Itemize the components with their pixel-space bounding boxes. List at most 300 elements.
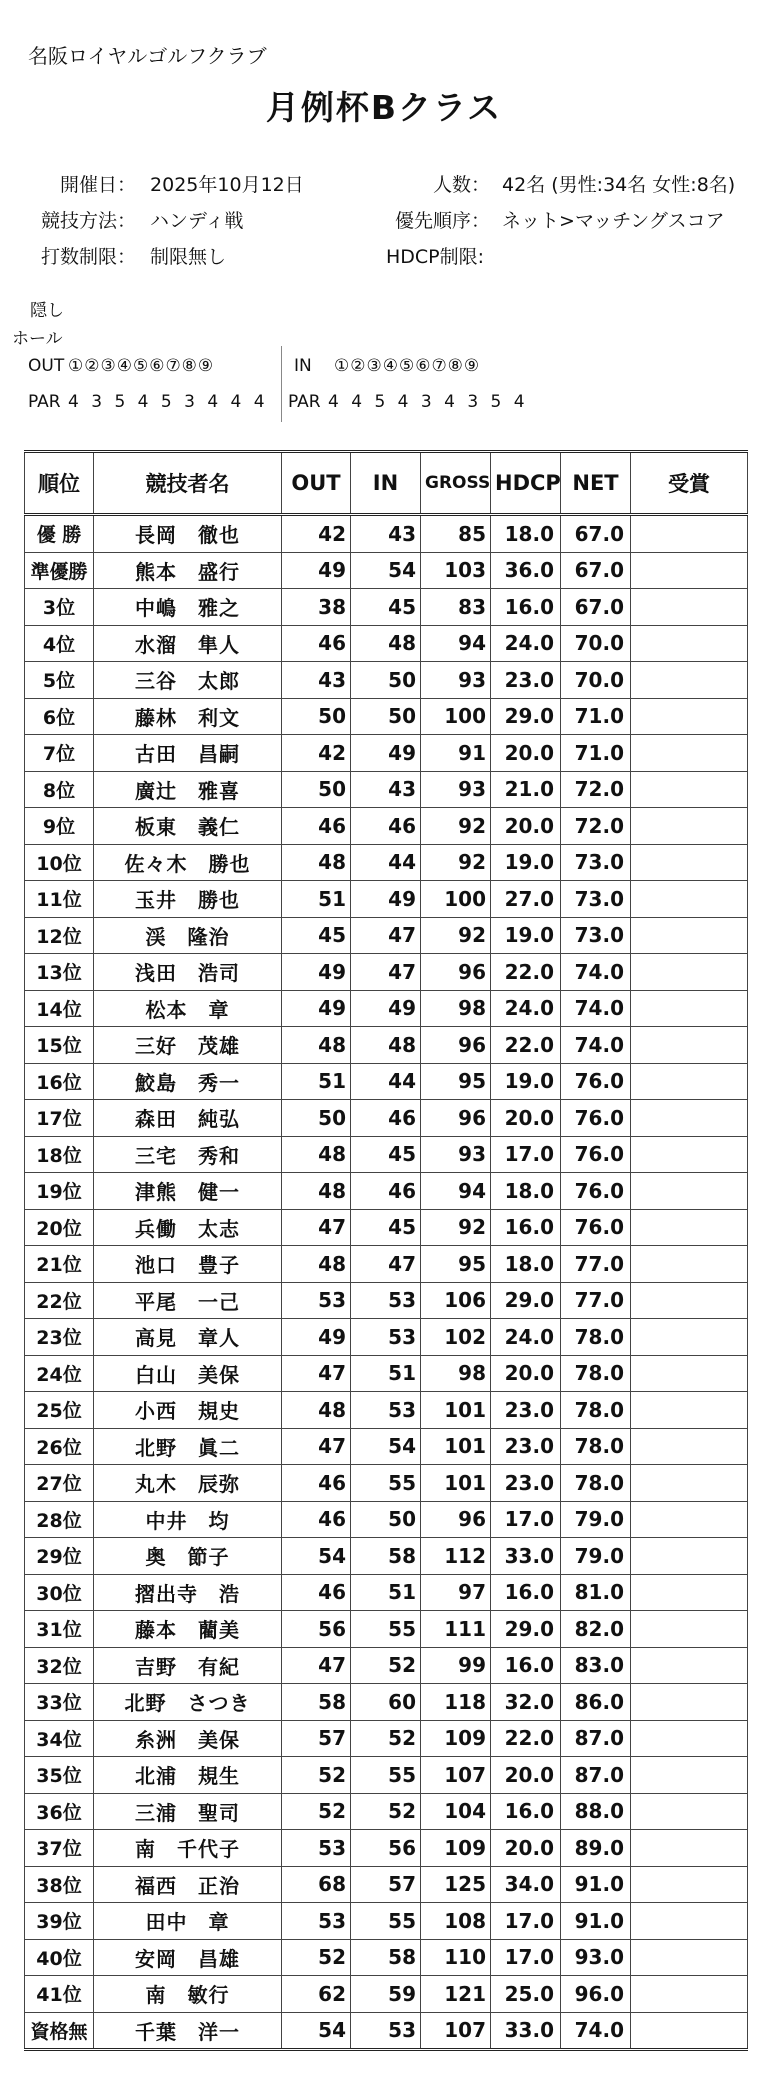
in-cell: 53	[351, 2012, 421, 2050]
header-out: OUT	[282, 452, 351, 515]
hdcp-cell: 16.0	[491, 1574, 561, 1611]
rank-cell: 13位	[25, 954, 94, 991]
gross-cell: 121	[421, 1976, 491, 2013]
hdcp-cell: 21.0	[491, 771, 561, 808]
out-cell: 49	[282, 954, 351, 991]
rank-cell: 14位	[25, 990, 94, 1027]
player-name-cell: 高見 章人	[94, 1319, 282, 1356]
hdcp-cell: 20.0	[491, 1100, 561, 1137]
award-cell	[631, 625, 748, 662]
info-date	[28, 170, 304, 197]
in-cell: 55	[351, 1465, 421, 1502]
player-name-cell: 三宅 秀和	[94, 1136, 282, 1173]
net-cell: 73.0	[561, 844, 631, 881]
in-cell: 56	[351, 1830, 421, 1867]
table-row	[25, 917, 748, 954]
gross-cell: 97	[421, 1574, 491, 1611]
table-row	[25, 1100, 748, 1137]
net-cell: 74.0	[561, 954, 631, 991]
out-cell: 42	[282, 515, 351, 553]
gross-cell: 98	[421, 990, 491, 1027]
player-name-cell: 中井 均	[94, 1501, 282, 1538]
rank-cell: 8位	[25, 771, 94, 808]
hdcp-cell: 33.0	[491, 2012, 561, 2050]
gross-cell: 109	[421, 1830, 491, 1867]
net-cell: 67.0	[561, 589, 631, 626]
net-cell: 72.0	[561, 771, 631, 808]
table-row	[25, 2012, 748, 2050]
gross-cell: 85	[421, 515, 491, 553]
player-name-cell: 長岡 徹也	[94, 515, 282, 553]
in-label: IN	[294, 356, 312, 376]
date-label: 開催日：	[59, 174, 136, 196]
award-cell	[631, 1976, 748, 2013]
net-cell: 79.0	[561, 1501, 631, 1538]
award-cell	[631, 1574, 748, 1611]
table-row	[25, 515, 748, 553]
player-name-cell: 水溜 隼人	[94, 625, 282, 662]
gross-cell: 112	[421, 1538, 491, 1575]
award-cell	[631, 1027, 748, 1064]
in-cell: 59	[351, 1976, 421, 2013]
player-name-cell: 平尾 一己	[94, 1282, 282, 1319]
out-cell: 46	[282, 808, 351, 845]
rank-cell: 18位	[25, 1136, 94, 1173]
award-cell	[631, 1866, 748, 1903]
award-cell	[631, 1903, 748, 1940]
rank-cell: 31位	[25, 1611, 94, 1648]
gross-cell: 93	[421, 771, 491, 808]
in-cell: 44	[351, 1063, 421, 1100]
out-cell: 45	[282, 917, 351, 954]
award-cell	[631, 662, 748, 699]
table-row	[25, 1282, 748, 1319]
rank-cell: 優 勝	[25, 515, 94, 553]
out-cell: 49	[282, 1319, 351, 1356]
award-cell	[631, 1830, 748, 1867]
hdcp-cell: 16.0	[491, 589, 561, 626]
net-cell: 72.0	[561, 808, 631, 845]
award-cell	[631, 771, 748, 808]
out-par: 4 3 5 4 5 3 4 4 4	[68, 392, 265, 412]
hdcp-cell: 19.0	[491, 1063, 561, 1100]
gross-cell: 92	[421, 808, 491, 845]
in-cell: 50	[351, 662, 421, 699]
rank-cell: 15位	[25, 1027, 94, 1064]
hdcp-cell: 17.0	[491, 1903, 561, 1940]
in-cell: 48	[351, 1027, 421, 1064]
page-title: 月例杯Bクラス	[265, 88, 503, 127]
in-cell: 46	[351, 1100, 421, 1137]
in-par-label: PAR	[288, 392, 321, 412]
player-name-cell: 千葉 洋一	[94, 2012, 282, 2050]
gross-cell: 96	[421, 1027, 491, 1064]
out-cell: 46	[282, 1465, 351, 1502]
award-cell	[631, 1100, 748, 1137]
net-cell: 96.0	[561, 1976, 631, 2013]
player-name-cell: 吉野 有紀	[94, 1647, 282, 1684]
award-cell	[631, 1392, 748, 1429]
hdcp-cell: 24.0	[491, 1319, 561, 1356]
header-hdcp: HDCP	[491, 452, 561, 515]
in-cell: 49	[351, 735, 421, 772]
header-rank: 順位	[25, 452, 94, 515]
player-name-cell: 三谷 太郎	[94, 662, 282, 699]
net-cell: 88.0	[561, 1793, 631, 1830]
out-cell: 47	[282, 1355, 351, 1392]
priority-label: 優先順序：	[394, 210, 490, 232]
hdcp-cell: 18.0	[491, 1246, 561, 1283]
net-cell: 91.0	[561, 1903, 631, 1940]
in-cell: 46	[351, 1173, 421, 1210]
award-cell	[631, 1428, 748, 1465]
net-cell: 74.0	[561, 2012, 631, 2050]
hdcp-cell: 23.0	[491, 662, 561, 699]
player-name-cell: 池口 豊子	[94, 1246, 282, 1283]
in-cell: 60	[351, 1684, 421, 1721]
in-cell: 50	[351, 698, 421, 735]
out-cell: 68	[282, 1866, 351, 1903]
in-cell: 43	[351, 771, 421, 808]
rank-cell: 37位	[25, 1830, 94, 1867]
award-cell	[631, 735, 748, 772]
hdcp-cell: 19.0	[491, 844, 561, 881]
hdcp-limit-label: HDCP制限:	[386, 246, 485, 268]
net-cell: 67.0	[561, 552, 631, 589]
table-row	[25, 1501, 748, 1538]
hdcp-cell: 20.0	[491, 1830, 561, 1867]
table-row	[25, 1647, 748, 1684]
net-cell: 73.0	[561, 881, 631, 918]
net-cell: 87.0	[561, 1720, 631, 1757]
table-row	[25, 1939, 748, 1976]
table-row	[25, 1136, 748, 1173]
rank-cell: 35位	[25, 1757, 94, 1794]
gross-cell: 92	[421, 844, 491, 881]
table-row	[25, 698, 748, 735]
rank-cell: 準優勝	[25, 552, 94, 589]
player-name-cell: 北野 さつき	[94, 1684, 282, 1721]
in-cell: 48	[351, 625, 421, 662]
gross-cell: 103	[421, 552, 491, 589]
award-cell	[631, 552, 748, 589]
in-cell: 55	[351, 1757, 421, 1794]
out-cell: 52	[282, 1939, 351, 1976]
net-cell: 82.0	[561, 1611, 631, 1648]
hdcp-cell: 22.0	[491, 954, 561, 991]
out-cell: 48	[282, 844, 351, 881]
limit-label: 打数制限：	[40, 246, 136, 268]
player-name-cell: 渓 隆治	[94, 917, 282, 954]
gross-cell: 107	[421, 1757, 491, 1794]
gross-cell: 98	[421, 1355, 491, 1392]
award-cell	[631, 808, 748, 845]
table-row	[25, 1574, 748, 1611]
net-cell: 76.0	[561, 1063, 631, 1100]
in-cell: 50	[351, 1501, 421, 1538]
net-cell: 93.0	[561, 1939, 631, 1976]
award-cell	[631, 844, 748, 881]
rank-cell: 11位	[25, 881, 94, 918]
out-holes-row	[28, 356, 214, 376]
table-row	[25, 1793, 748, 1830]
rank-cell: 30位	[25, 1574, 94, 1611]
out-cell: 48	[282, 1392, 351, 1429]
gross-cell: 91	[421, 735, 491, 772]
out-cell: 50	[282, 771, 351, 808]
rank-cell: 12位	[25, 917, 94, 954]
player-name-cell: 古田 昌嗣	[94, 735, 282, 772]
out-cell: 42	[282, 735, 351, 772]
table-row	[25, 1428, 748, 1465]
table-row	[25, 1611, 748, 1648]
method-label: 競技方法：	[40, 210, 136, 232]
out-cell: 46	[282, 1501, 351, 1538]
gross-cell: 108	[421, 1903, 491, 1940]
gross-cell: 100	[421, 698, 491, 735]
hdcp-cell: 19.0	[491, 917, 561, 954]
net-cell: 79.0	[561, 1538, 631, 1575]
rank-cell: 6位	[25, 698, 94, 735]
header-net: NET	[561, 452, 631, 515]
table-row	[25, 1027, 748, 1064]
net-cell: 74.0	[561, 1027, 631, 1064]
net-cell: 76.0	[561, 1100, 631, 1137]
gross-cell: 104	[421, 1793, 491, 1830]
award-cell	[631, 1720, 748, 1757]
gross-cell: 96	[421, 1100, 491, 1137]
club-name: 名阪ロイヤルゴルフクラブ	[28, 44, 267, 68]
rank-cell: 7位	[25, 735, 94, 772]
gross-cell: 101	[421, 1465, 491, 1502]
hdcp-cell: 22.0	[491, 1720, 561, 1757]
in-cell: 46	[351, 808, 421, 845]
player-name-cell: 玉井 勝也	[94, 881, 282, 918]
table-row	[25, 1903, 748, 1940]
rank-cell: 19位	[25, 1173, 94, 1210]
net-cell: 77.0	[561, 1246, 631, 1283]
date-value: 2025年10月12日	[150, 174, 304, 196]
in-cell: 54	[351, 1428, 421, 1465]
gross-cell: 109	[421, 1720, 491, 1757]
rank-cell: 20位	[25, 1209, 94, 1246]
gross-cell: 96	[421, 954, 491, 991]
rank-cell: 40位	[25, 1939, 94, 1976]
award-cell	[631, 1538, 748, 1575]
table-row	[25, 1976, 748, 2013]
hdcp-cell: 23.0	[491, 1428, 561, 1465]
player-name-cell: 糸洲 美保	[94, 1720, 282, 1757]
results-body	[25, 515, 748, 2050]
rank-cell: 3位	[25, 589, 94, 626]
out-cell: 46	[282, 1574, 351, 1611]
out-cell: 47	[282, 1428, 351, 1465]
player-name-cell: 南 千代子	[94, 1830, 282, 1867]
award-cell	[631, 1611, 748, 1648]
net-cell: 77.0	[561, 1282, 631, 1319]
in-cell: 58	[351, 1538, 421, 1575]
header-in: IN	[351, 452, 421, 515]
hdcp-cell: 17.0	[491, 1136, 561, 1173]
out-cell: 57	[282, 1720, 351, 1757]
table-row	[25, 844, 748, 881]
table-row	[25, 881, 748, 918]
table-row	[25, 954, 748, 991]
out-label: OUT	[28, 356, 65, 376]
in-cell: 52	[351, 1647, 421, 1684]
net-cell: 73.0	[561, 917, 631, 954]
award-cell	[631, 2012, 748, 2050]
out-cell: 48	[282, 1027, 351, 1064]
net-cell: 70.0	[561, 662, 631, 699]
out-cell: 46	[282, 625, 351, 662]
player-name-cell: 北浦 規生	[94, 1757, 282, 1794]
table-row	[25, 1392, 748, 1429]
net-cell: 71.0	[561, 698, 631, 735]
out-cell: 49	[282, 552, 351, 589]
hdcp-cell: 27.0	[491, 881, 561, 918]
hdcp-cell: 20.0	[491, 1355, 561, 1392]
hdcp-cell: 16.0	[491, 1209, 561, 1246]
net-cell: 71.0	[561, 735, 631, 772]
hdcp-cell: 36.0	[491, 552, 561, 589]
info-priority	[378, 206, 725, 233]
award-cell	[631, 1647, 748, 1684]
table-row	[25, 1866, 748, 1903]
gross-cell: 96	[421, 1501, 491, 1538]
rank-cell: 24位	[25, 1355, 94, 1392]
player-name-cell: 浅田 浩司	[94, 954, 282, 991]
table-row	[25, 808, 748, 845]
table-row	[25, 662, 748, 699]
hdcp-cell: 18.0	[491, 515, 561, 553]
gross-cell: 106	[421, 1282, 491, 1319]
player-name-cell: 小西 規史	[94, 1392, 282, 1429]
hidden-hole-label-2: ホール	[12, 329, 63, 349]
award-cell	[631, 1136, 748, 1173]
net-cell: 81.0	[561, 1574, 631, 1611]
hdcp-cell: 29.0	[491, 698, 561, 735]
in-cell: 53	[351, 1282, 421, 1319]
hdcp-cell: 25.0	[491, 1976, 561, 2013]
award-cell	[631, 954, 748, 991]
rank-cell: 27位	[25, 1465, 94, 1502]
net-cell: 76.0	[561, 1209, 631, 1246]
table-row	[25, 1209, 748, 1246]
rank-cell: 32位	[25, 1647, 94, 1684]
out-par-label: PAR	[28, 392, 61, 412]
out-cell: 53	[282, 1282, 351, 1319]
player-name-cell: 藤本 藺美	[94, 1611, 282, 1648]
gross-cell: 95	[421, 1246, 491, 1283]
table-header-row	[25, 452, 748, 515]
info-count	[378, 170, 735, 197]
table-row	[25, 771, 748, 808]
player-name-cell: 森田 純弘	[94, 1100, 282, 1137]
limit-value: 制限無し	[150, 246, 227, 268]
hdcp-cell: 18.0	[491, 1173, 561, 1210]
net-cell: 78.0	[561, 1392, 631, 1429]
player-name-cell: 兵働 太志	[94, 1209, 282, 1246]
gross-cell: 100	[421, 881, 491, 918]
gross-cell: 118	[421, 1684, 491, 1721]
award-cell	[631, 698, 748, 735]
gross-cell: 107	[421, 2012, 491, 2050]
rank-cell: 21位	[25, 1246, 94, 1283]
in-par: 4 4 5 4 3 4 3 5 4	[328, 392, 525, 412]
out-cell: 54	[282, 1538, 351, 1575]
hdcp-cell: 22.0	[491, 1027, 561, 1064]
net-cell: 67.0	[561, 515, 631, 553]
gross-cell: 101	[421, 1392, 491, 1429]
in-cell: 57	[351, 1866, 421, 1903]
award-cell	[631, 1939, 748, 1976]
award-cell	[631, 1209, 748, 1246]
gross-cell: 125	[421, 1866, 491, 1903]
out-cell: 50	[282, 1100, 351, 1137]
rank-cell: 9位	[25, 808, 94, 845]
award-cell	[631, 917, 748, 954]
out-cell: 48	[282, 1136, 351, 1173]
hdcp-cell: 32.0	[491, 1684, 561, 1721]
hdcp-cell: 24.0	[491, 990, 561, 1027]
header-award: 受賞	[631, 452, 748, 515]
gross-cell: 102	[421, 1319, 491, 1356]
table-row	[25, 1538, 748, 1575]
player-name-cell: 藤林 利文	[94, 698, 282, 735]
player-name-cell: 北野 眞二	[94, 1428, 282, 1465]
out-cell: 52	[282, 1757, 351, 1794]
gross-cell: 93	[421, 662, 491, 699]
in-cell: 55	[351, 1611, 421, 1648]
award-cell	[631, 881, 748, 918]
award-cell	[631, 589, 748, 626]
award-cell	[631, 1282, 748, 1319]
net-cell: 83.0	[561, 1647, 631, 1684]
in-cell: 54	[351, 552, 421, 589]
out-cell: 48	[282, 1173, 351, 1210]
net-cell: 91.0	[561, 1866, 631, 1903]
info-method	[28, 206, 244, 233]
out-cell: 49	[282, 990, 351, 1027]
in-cell: 49	[351, 881, 421, 918]
net-cell: 76.0	[561, 1136, 631, 1173]
gross-cell: 92	[421, 1209, 491, 1246]
gross-cell: 95	[421, 1063, 491, 1100]
gross-cell: 110	[421, 1939, 491, 1976]
rank-cell: 5位	[25, 662, 94, 699]
rank-cell: 34位	[25, 1720, 94, 1757]
results-table	[24, 450, 748, 2051]
out-par-row	[28, 392, 265, 412]
gross-cell: 99	[421, 1647, 491, 1684]
hdcp-cell: 24.0	[491, 625, 561, 662]
net-cell: 89.0	[561, 1830, 631, 1867]
table-row	[25, 1720, 748, 1757]
rank-cell: 28位	[25, 1501, 94, 1538]
table-row	[25, 990, 748, 1027]
count-value: 42名 (男性:34名 女性:8名)	[502, 174, 736, 196]
hdcp-cell: 23.0	[491, 1392, 561, 1429]
net-cell: 78.0	[561, 1319, 631, 1356]
hdcp-cell: 20.0	[491, 1757, 561, 1794]
gross-cell: 111	[421, 1611, 491, 1648]
player-name-cell: 奥 節子	[94, 1538, 282, 1575]
info-limit	[28, 242, 226, 269]
gross-cell: 101	[421, 1428, 491, 1465]
in-cell: 53	[351, 1392, 421, 1429]
out-cell: 50	[282, 698, 351, 735]
